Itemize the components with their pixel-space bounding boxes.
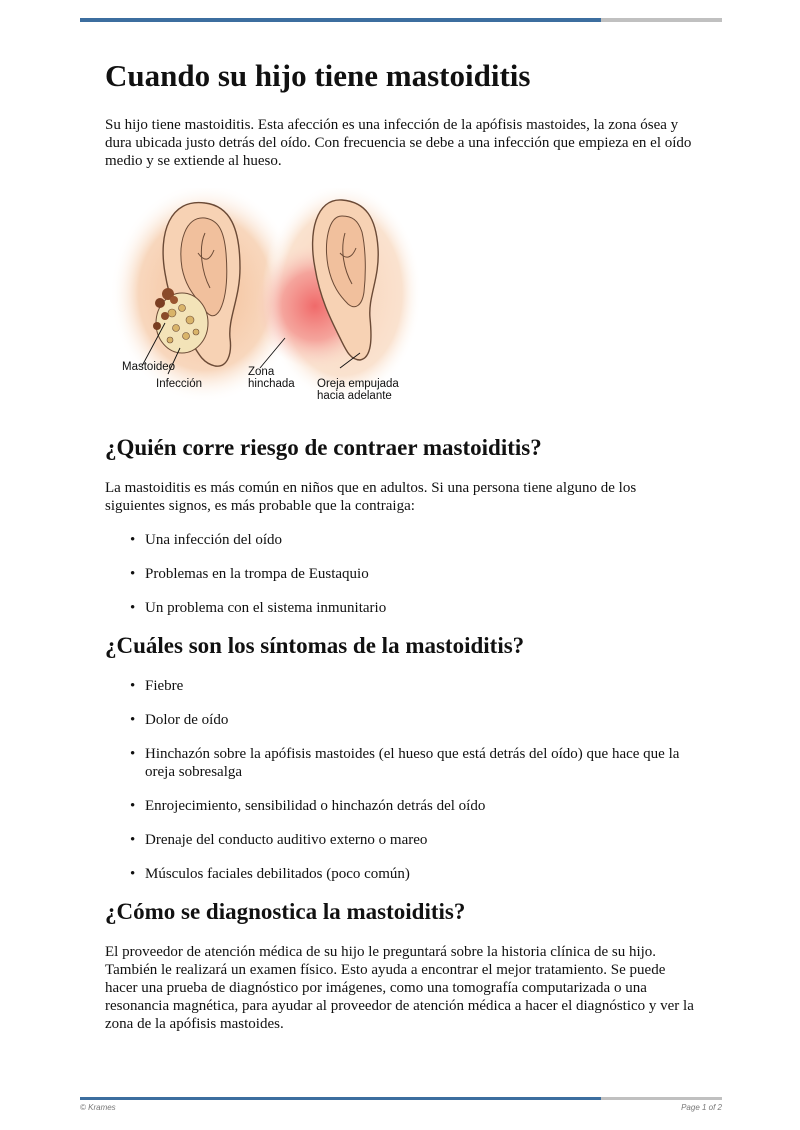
list-item: • Una infección del oído [145, 531, 695, 549]
footer-rule-accent [80, 1097, 601, 1100]
document-body [105, 56, 695, 1033]
label-oreja-1: Oreja empujada [317, 378, 399, 390]
list-item: • Un problema con el sistema inmunitario [145, 599, 695, 617]
section-heading-diagnostico: ¿Cómo se diagnostica la mastoiditis? [105, 899, 466, 924]
section-text-riesgo: La mastoiditis es más común en niños que en adultos. Si una persona tiene alguno de los siguientes signos, es más probable que la contraiga: [105, 480, 637, 514]
list-item: • Fiebre [145, 677, 695, 695]
footer-rule [80, 1097, 722, 1100]
footer-page-number: Page 1 of 2 [681, 1103, 722, 1112]
header-rule-gray [601, 18, 722, 22]
page-title: Cuando su hijo tiene mastoiditis [105, 58, 531, 93]
list-item: • Enrojecimiento, sensibilidad o hinchazón detrás del oído [145, 797, 695, 815]
section-heading-riesgo: ¿Quién corre riesgo de contraer mastoiditis? [105, 435, 542, 460]
section-text-diagnostico: El proveedor de atención médica de su hijo le preguntará sobre la historia clínica de su hijo. También le realizará un examen físico. Esto ayuda a encontrar el mejor tratamiento. Se puede hacer una prueba de diagnóstico por imágenes, como una tomografía computarizada o una resonancia magnética, para ayudar al proveedor de atención médica a hacer el diagnóstico y ver la zona de la apófisis mastoides. [105, 944, 694, 1032]
symptoms-list [105, 677, 695, 883]
footer-copyright: © Krames [80, 1103, 116, 1112]
header-rule [80, 18, 722, 22]
risk-list [105, 531, 695, 617]
label-hinchada: hinchada [248, 378, 295, 390]
list-item: • Problemas en la trompa de Eustaquio [145, 565, 695, 583]
label-oreja-2: hacia adelante [317, 390, 392, 402]
section-heading-sintomas: ¿Cuáles son los síntomas de la mastoiditis? [105, 633, 525, 658]
list-item: • Drenaje del conducto auditivo externo o mareo [145, 831, 695, 849]
intro-paragraph: Su hijo tiene mastoiditis. Esta afección es una infección de la apófisis mastoides, la zona ósea y dura ubicada justo detrás del oído. Con frecuencia se debe a una infección que empieza en el oído medio y se extiende al hueso. [105, 117, 692, 169]
footer-rule-gray [601, 1097, 722, 1100]
label-zona: Zona [248, 366, 275, 378]
list-item: • Hinchazón sobre la apófisis mastoides (el hueso que está detrás del oído) que hace que la oreja sobresalga [145, 745, 695, 781]
list-item: • Músculos faciales debilitados (poco común) [145, 865, 695, 883]
mastoiditis-illustration [110, 188, 420, 413]
label-mastoideo: Mastoideo [122, 361, 176, 373]
list-item: • Dolor de oído [145, 711, 695, 729]
header-rule-accent [80, 18, 601, 22]
label-infeccion: Infección [156, 378, 203, 390]
